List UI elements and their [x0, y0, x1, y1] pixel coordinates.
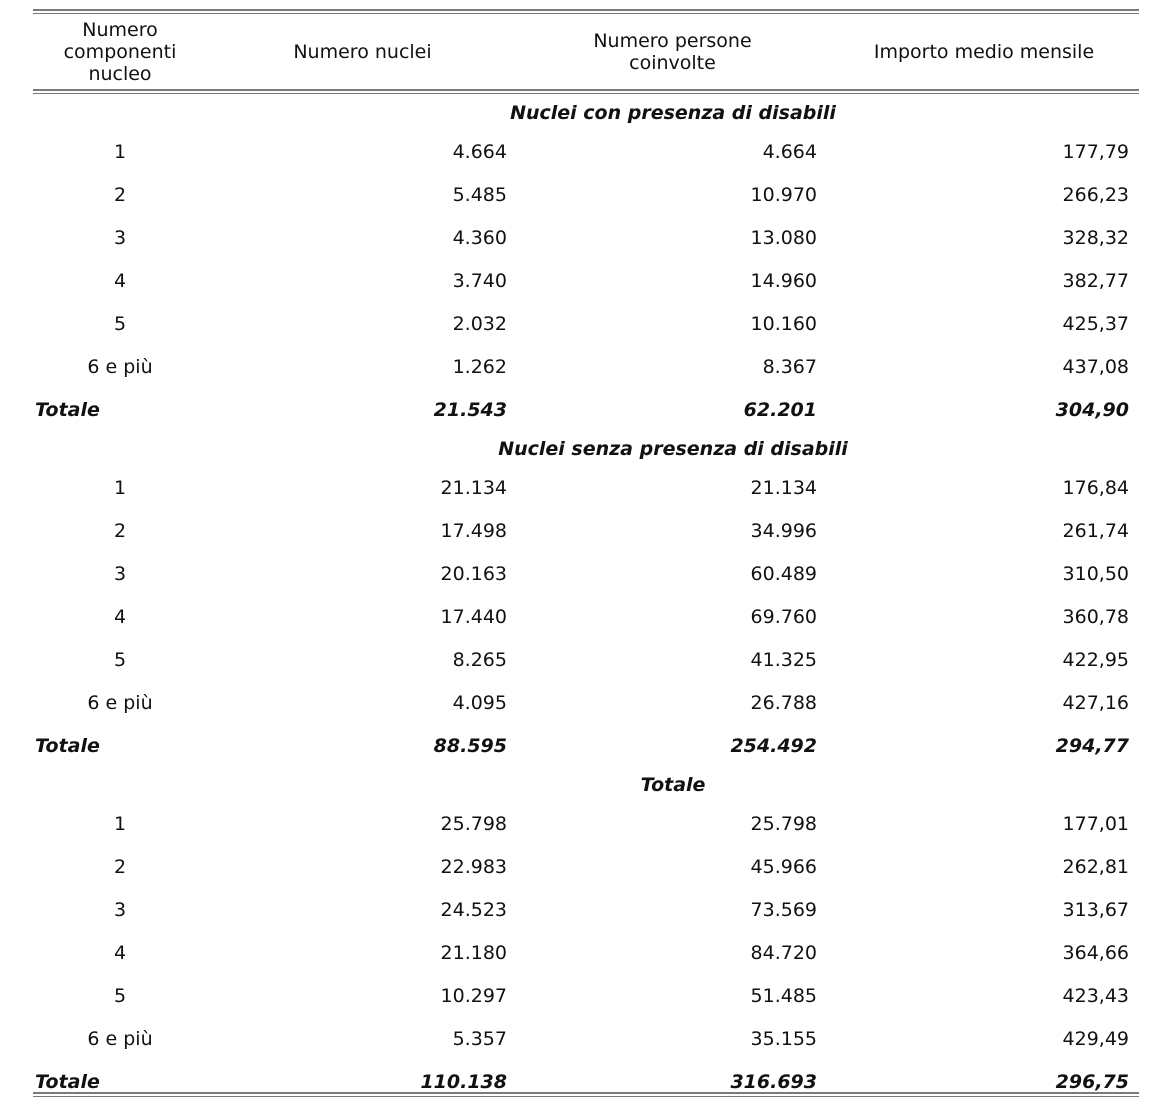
cell-numero-persone: 26.788	[750, 691, 817, 714]
total-row	[0, 724, 1176, 767]
cell-importo-medio: 266,23	[1062, 183, 1129, 206]
section-title: Nuclei con presenza di disabili	[510, 101, 836, 124]
section-row	[0, 767, 1176, 802]
cell-componenti: 6 e più	[87, 355, 153, 378]
cell-numero-persone: 14.960	[750, 269, 817, 292]
header-numero-nuclei: Numero nuclei	[293, 41, 432, 63]
table-row	[0, 466, 1176, 509]
cell-componenti: 1	[113, 476, 127, 499]
cell-numero-nuclei: 4.095	[452, 691, 507, 714]
cell-numero-persone: 51.485	[750, 984, 817, 1007]
table-body	[0, 95, 1176, 1103]
table-row	[0, 681, 1176, 724]
table-row	[0, 595, 1176, 638]
table-row	[0, 302, 1176, 345]
table-header-rule	[33, 89, 1139, 94]
cell-importo-medio: 313,67	[1062, 898, 1129, 921]
total-row	[0, 388, 1176, 431]
cell-importo-medio: 423,43	[1062, 984, 1129, 1007]
cell-numero-nuclei: 25.798	[440, 812, 507, 835]
total-label: Totale	[35, 1070, 100, 1093]
total-importo-medio: 304,90	[1055, 398, 1129, 421]
cell-componenti: 1	[113, 812, 127, 835]
cell-numero-persone: 21.134	[750, 476, 817, 499]
cell-numero-persone: 45.966	[750, 855, 817, 878]
cell-numero-persone: 41.325	[750, 648, 817, 671]
cell-numero-nuclei: 1.262	[452, 355, 507, 378]
table-top-rule	[33, 9, 1139, 14]
total-numero-persone: 254.492	[730, 734, 817, 757]
total-numero-nuclei: 110.138	[420, 1070, 507, 1093]
cell-numero-persone: 10.970	[750, 183, 817, 206]
section-row	[0, 431, 1176, 466]
total-numero-nuclei: 21.543	[433, 398, 507, 421]
cell-componenti: 3	[113, 226, 127, 249]
cell-numero-nuclei: 24.523	[440, 898, 507, 921]
cell-numero-persone: 13.080	[750, 226, 817, 249]
cell-numero-nuclei: 21.180	[440, 941, 507, 964]
header-numero-persone: Numero persone coinvolte	[593, 30, 752, 74]
table-row	[0, 345, 1176, 388]
cell-numero-persone: 25.798	[750, 812, 817, 835]
cell-numero-nuclei: 20.163	[440, 562, 507, 585]
section-title: Nuclei senza presenza di disabili	[498, 437, 848, 460]
total-label: Totale	[35, 734, 100, 757]
cell-importo-medio: 177,79	[1062, 140, 1129, 163]
cell-numero-nuclei: 4.360	[452, 226, 507, 249]
total-numero-nuclei: 88.595	[433, 734, 507, 757]
cell-componenti: 3	[113, 898, 127, 921]
cell-componenti: 4	[113, 605, 127, 628]
header-numero-componenti: Numero componenti nucleo	[63, 19, 177, 85]
cell-numero-persone: 69.760	[750, 605, 817, 628]
table-row	[0, 974, 1176, 1017]
cell-componenti: 5	[113, 312, 127, 335]
table-row	[0, 259, 1176, 302]
cell-numero-nuclei: 2.032	[452, 312, 507, 335]
cell-numero-persone: 4.664	[762, 140, 817, 163]
cell-importo-medio: 310,50	[1062, 562, 1129, 585]
cell-importo-medio: 382,77	[1062, 269, 1129, 292]
header-importo-medio: Importo medio mensile	[873, 41, 1095, 63]
cell-numero-nuclei: 5.357	[452, 1027, 507, 1050]
cell-numero-nuclei: 22.983	[440, 855, 507, 878]
cell-importo-medio: 427,16	[1062, 691, 1129, 714]
cell-importo-medio: 176,84	[1062, 476, 1129, 499]
table-bottom-rule	[33, 1092, 1139, 1097]
cell-componenti: 5	[113, 984, 127, 1007]
cell-numero-nuclei: 8.265	[452, 648, 507, 671]
total-importo-medio: 294,77	[1055, 734, 1129, 757]
section-row	[0, 95, 1176, 130]
table-header	[0, 17, 1176, 87]
cell-componenti: 1	[113, 140, 127, 163]
cell-importo-medio: 262,81	[1062, 855, 1129, 878]
cell-numero-persone: 73.569	[750, 898, 817, 921]
cell-importo-medio: 429,49	[1062, 1027, 1129, 1050]
cell-numero-nuclei: 10.297	[440, 984, 507, 1007]
cell-numero-persone: 35.155	[750, 1027, 817, 1050]
table-row	[0, 888, 1176, 931]
table-row	[0, 216, 1176, 259]
table-row	[0, 552, 1176, 595]
total-label: Totale	[35, 398, 100, 421]
table-row	[0, 802, 1176, 845]
cell-numero-nuclei: 21.134	[440, 476, 507, 499]
cell-componenti: 2	[113, 183, 127, 206]
cell-componenti: 4	[113, 269, 127, 292]
cell-numero-persone: 8.367	[762, 355, 817, 378]
cell-importo-medio: 437,08	[1062, 355, 1129, 378]
cell-importo-medio: 422,95	[1062, 648, 1129, 671]
cell-componenti: 2	[113, 855, 127, 878]
total-importo-medio: 296,75	[1055, 1070, 1129, 1093]
cell-numero-nuclei: 5.485	[452, 183, 507, 206]
cell-importo-medio: 425,37	[1062, 312, 1129, 335]
cell-numero-nuclei: 4.664	[452, 140, 507, 163]
total-numero-persone: 62.201	[743, 398, 817, 421]
section-title: Totale	[640, 773, 706, 796]
table-row	[0, 638, 1176, 681]
cell-componenti: 5	[113, 648, 127, 671]
cell-componenti: 2	[113, 519, 127, 542]
cell-componenti: 4	[113, 941, 127, 964]
cell-importo-medio: 261,74	[1062, 519, 1129, 542]
cell-numero-nuclei: 17.440	[440, 605, 507, 628]
cell-numero-persone: 10.160	[750, 312, 817, 335]
cell-numero-persone: 34.996	[750, 519, 817, 542]
cell-importo-medio: 364,66	[1062, 941, 1129, 964]
cell-componenti: 6 e più	[87, 1027, 153, 1050]
table-row	[0, 509, 1176, 552]
cell-numero-persone: 60.489	[750, 562, 817, 585]
cell-importo-medio: 360,78	[1062, 605, 1129, 628]
table-row	[0, 130, 1176, 173]
cell-componenti: 6 e più	[87, 691, 153, 714]
table-row	[0, 845, 1176, 888]
cell-numero-nuclei: 17.498	[440, 519, 507, 542]
cell-importo-medio: 177,01	[1062, 812, 1129, 835]
total-numero-persone: 316.693	[730, 1070, 817, 1093]
table-row	[0, 1017, 1176, 1060]
cell-componenti: 3	[113, 562, 127, 585]
table-row	[0, 931, 1176, 974]
cell-numero-nuclei: 3.740	[452, 269, 507, 292]
cell-numero-persone: 84.720	[750, 941, 817, 964]
table-row	[0, 173, 1176, 216]
cell-importo-medio: 328,32	[1062, 226, 1129, 249]
